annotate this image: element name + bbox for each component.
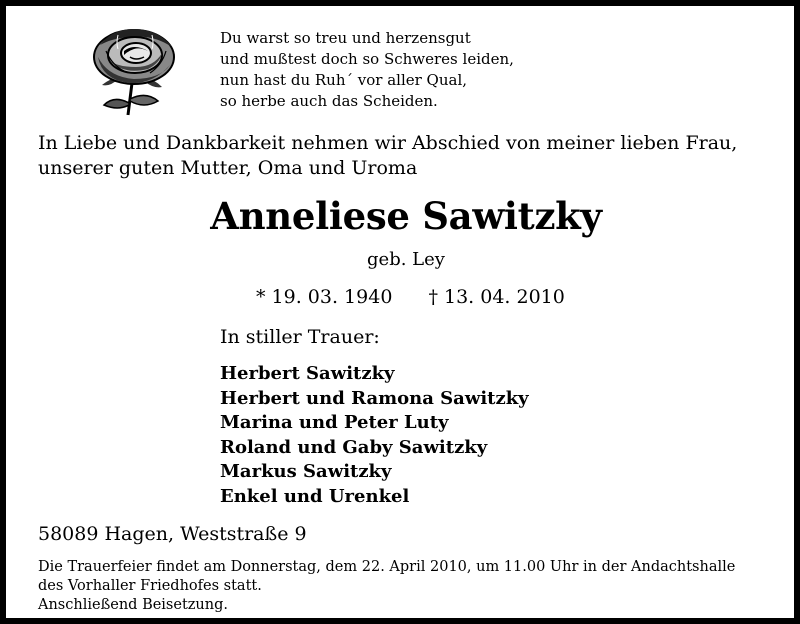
mourner-name: Herbert Sawitzky <box>220 363 395 384</box>
mourner-list <box>220 362 529 509</box>
service-line-2: des Vorhaller Friedhofes statt. <box>38 578 262 594</box>
rose-icon <box>88 21 188 117</box>
mourner-name: Marina und Peter Luty <box>220 412 449 433</box>
intro-line-2: unserer guten Mutter, Oma und Uroma <box>38 157 418 179</box>
mourner-name: Enkel und Urenkel <box>220 485 410 507</box>
birth-date: * 19. 03. 1940 <box>256 286 393 308</box>
farewell-intro <box>38 131 737 181</box>
maiden-name: geb. Ley <box>367 249 445 270</box>
poem-line: so herbe auch das Scheiden. <box>220 92 438 110</box>
mourner-name: Markus Sawitzky <box>220 461 392 482</box>
mourner-name: Roland und Gaby Sawitzky <box>220 436 488 458</box>
poem-line: und mußtest doch so Schweres leiden, <box>220 50 514 68</box>
funeral-service-info <box>38 558 735 615</box>
mourning-label: In stiller Trauer: <box>220 326 380 348</box>
service-line-1: Die Trauerfeier findet am Donnerstag, dem 22. April 2010, um 11.00 Uhr in der Andachtshalle <box>38 559 736 575</box>
poem-line: nun hast du Ruh´ vor aller Qual, <box>220 71 468 89</box>
death-date: † 13. 04. 2010 <box>428 286 565 308</box>
service-line-3: Anschließend Beisetzung. <box>38 597 228 613</box>
mourner-name: Herbert und Ramona Sawitzky <box>220 387 529 409</box>
poem-line: Du warst so treu und herzensgut <box>220 29 471 47</box>
memorial-poem <box>220 28 514 112</box>
life-dates <box>256 286 565 308</box>
family-address: 58089 Hagen, Weststraße 9 <box>38 523 307 545</box>
deceased-name: Anneliese Sawitzky <box>210 194 602 238</box>
intro-line-1: In Liebe und Dankbarkeit nehmen wir Abschied von meiner lieben Frau, <box>38 132 738 154</box>
